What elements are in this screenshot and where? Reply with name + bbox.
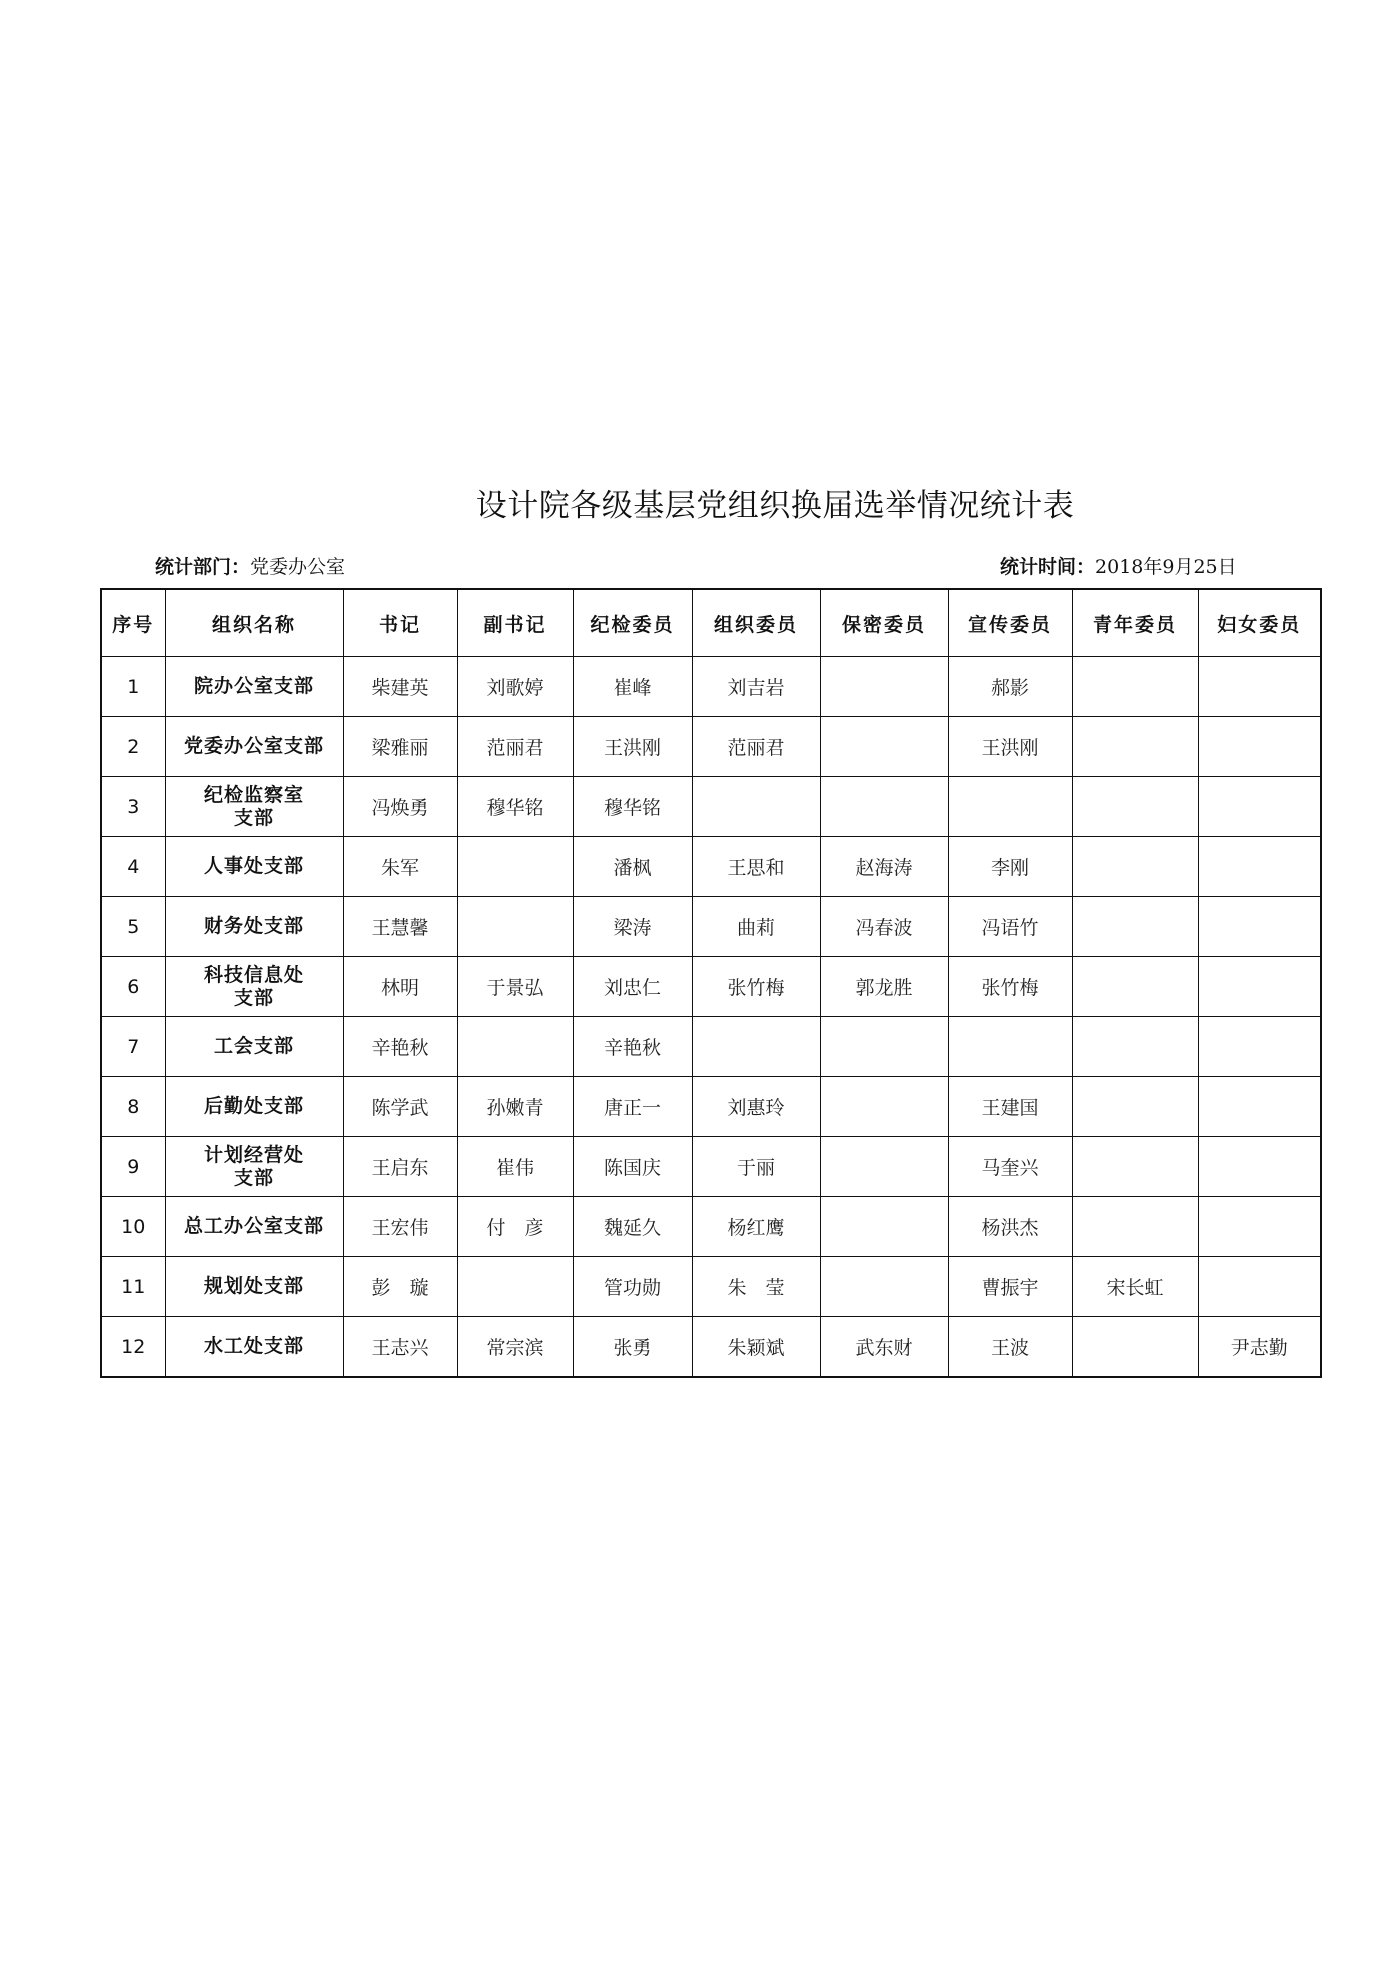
cell-organization: 计划经营处 支部	[165, 1137, 343, 1197]
cell-organization: 人事处支部	[165, 837, 343, 897]
cell-secretary: 彭 璇	[343, 1257, 457, 1317]
cell-women-member	[1198, 1197, 1321, 1257]
cell-women-member	[1198, 837, 1321, 897]
cell-confidentiality-member	[820, 657, 948, 717]
cell-confidentiality-member	[820, 717, 948, 777]
table-row	[101, 1137, 1321, 1197]
cell-secretary: 冯焕勇	[343, 777, 457, 837]
cell-discipline-member: 崔峰	[573, 657, 692, 717]
cell-deputy-secretary: 刘歌婷	[457, 657, 573, 717]
cell-organization: 党委办公室支部	[165, 717, 343, 777]
cell-organization-member: 张竹梅	[692, 957, 820, 1017]
cell-youth-member	[1072, 717, 1198, 777]
cell-confidentiality-member: 武东财	[820, 1317, 948, 1378]
cell-organization: 院办公室支部	[165, 657, 343, 717]
cell-publicity-member: 杨洪杰	[948, 1197, 1072, 1257]
cell-confidentiality-member	[820, 1077, 948, 1137]
cell-organization: 规划处支部	[165, 1257, 343, 1317]
table-row	[101, 777, 1321, 837]
table-body	[101, 657, 1321, 1378]
cell-index: 8	[101, 1077, 165, 1137]
col-header-deputy-secretary: 副书记	[457, 589, 573, 657]
cell-discipline-member: 辛艳秋	[573, 1017, 692, 1077]
cell-index: 11	[101, 1257, 165, 1317]
cell-publicity-member: 王波	[948, 1317, 1072, 1378]
date-label: 统计时间：	[1000, 556, 1096, 578]
cell-women-member	[1198, 1257, 1321, 1317]
cell-publicity-member: 张竹梅	[948, 957, 1072, 1017]
cell-discipline-member: 管功勋	[573, 1257, 692, 1317]
col-header-confidentiality-member: 保密委员	[820, 589, 948, 657]
department-value: 党委办公室	[250, 556, 346, 578]
cell-organization: 后勤处支部	[165, 1077, 343, 1137]
cell-secretary: 辛艳秋	[343, 1017, 457, 1077]
cell-organization-member: 王思和	[692, 837, 820, 897]
table-row	[101, 1317, 1321, 1378]
cell-organization-member	[692, 1017, 820, 1077]
cell-discipline-member: 潘枫	[573, 837, 692, 897]
cell-deputy-secretary: 常宗滨	[457, 1317, 573, 1378]
department-line	[155, 552, 345, 579]
cell-index: 10	[101, 1197, 165, 1257]
cell-publicity-member: 曹振宇	[948, 1257, 1072, 1317]
cell-confidentiality-member	[820, 1257, 948, 1317]
cell-organization-member: 曲莉	[692, 897, 820, 957]
cell-organization: 水工处支部	[165, 1317, 343, 1378]
cell-deputy-secretary: 范丽君	[457, 717, 573, 777]
col-header-organization-member: 组织委员	[692, 589, 820, 657]
cell-publicity-member: 冯语竹	[948, 897, 1072, 957]
cell-confidentiality-member: 冯春波	[820, 897, 948, 957]
cell-women-member	[1198, 657, 1321, 717]
cell-confidentiality-member	[820, 777, 948, 837]
cell-discipline-member: 唐正一	[573, 1077, 692, 1137]
cell-confidentiality-member: 赵海涛	[820, 837, 948, 897]
cell-discipline-member: 穆华铭	[573, 777, 692, 837]
cell-secretary: 王志兴	[343, 1317, 457, 1378]
col-header-publicity-member: 宣传委员	[948, 589, 1072, 657]
cell-organization: 纪检监察室 支部	[165, 777, 343, 837]
cell-youth-member	[1072, 1137, 1198, 1197]
table-row	[101, 837, 1321, 897]
election-roster-table	[100, 588, 1322, 1378]
table-row	[101, 1257, 1321, 1317]
cell-deputy-secretary: 付 彦	[457, 1197, 573, 1257]
cell-confidentiality-member	[820, 1017, 948, 1077]
cell-women-member	[1198, 1077, 1321, 1137]
cell-index: 1	[101, 657, 165, 717]
cell-secretary: 朱军	[343, 837, 457, 897]
cell-organization: 总工办公室支部	[165, 1197, 343, 1257]
cell-women-member	[1198, 777, 1321, 837]
table-row	[101, 717, 1321, 777]
cell-organization-member: 于丽	[692, 1137, 820, 1197]
date-value: 2018年9月25日	[1095, 556, 1237, 578]
cell-secretary: 林明	[343, 957, 457, 1017]
cell-secretary: 陈学武	[343, 1077, 457, 1137]
cell-publicity-member: 李刚	[948, 837, 1072, 897]
cell-index: 2	[101, 717, 165, 777]
cell-deputy-secretary	[457, 837, 573, 897]
cell-discipline-member: 刘忠仁	[573, 957, 692, 1017]
date-line	[1000, 552, 1237, 579]
cell-women-member	[1198, 1137, 1321, 1197]
col-header-youth-member: 青年委员	[1072, 589, 1198, 657]
cell-confidentiality-member	[820, 1197, 948, 1257]
cell-index: 5	[101, 897, 165, 957]
cell-organization-member: 朱颖斌	[692, 1317, 820, 1378]
cell-youth-member	[1072, 1317, 1198, 1378]
col-header-secretary: 书记	[343, 589, 457, 657]
cell-publicity-member: 王洪刚	[948, 717, 1072, 777]
cell-discipline-member: 魏延久	[573, 1197, 692, 1257]
cell-index: 3	[101, 777, 165, 837]
cell-index: 6	[101, 957, 165, 1017]
cell-confidentiality-member	[820, 1137, 948, 1197]
cell-publicity-member	[948, 1017, 1072, 1077]
cell-women-member	[1198, 897, 1321, 957]
cell-organization-member: 杨红鹰	[692, 1197, 820, 1257]
cell-publicity-member: 马奎兴	[948, 1137, 1072, 1197]
cell-deputy-secretary	[457, 1017, 573, 1077]
cell-secretary: 柴建英	[343, 657, 457, 717]
table-row	[101, 1077, 1321, 1137]
cell-organization-member: 刘吉岩	[692, 657, 820, 717]
cell-youth-member	[1072, 897, 1198, 957]
cell-index: 12	[101, 1317, 165, 1378]
cell-index: 7	[101, 1017, 165, 1077]
cell-publicity-member: 郝影	[948, 657, 1072, 717]
department-label: 统计部门：	[155, 556, 251, 578]
cell-deputy-secretary: 穆华铭	[457, 777, 573, 837]
cell-organization: 科技信息处 支部	[165, 957, 343, 1017]
table-row	[101, 957, 1321, 1017]
table-row	[101, 897, 1321, 957]
table-row	[101, 657, 1321, 717]
cell-youth-member	[1072, 1197, 1198, 1257]
cell-women-member	[1198, 1017, 1321, 1077]
cell-youth-member	[1072, 957, 1198, 1017]
cell-discipline-member: 张勇	[573, 1317, 692, 1378]
cell-youth-member	[1072, 1017, 1198, 1077]
cell-deputy-secretary: 于景弘	[457, 957, 573, 1017]
cell-organization-member: 范丽君	[692, 717, 820, 777]
table-row	[101, 1017, 1321, 1077]
cell-organization-member: 朱 莹	[692, 1257, 820, 1317]
cell-secretary: 王宏伟	[343, 1197, 457, 1257]
cell-secretary: 王慧馨	[343, 897, 457, 957]
cell-women-member	[1198, 957, 1321, 1017]
page-title: 设计院各级基层党组织换届选举情况统计表	[475, 488, 1075, 524]
col-header-index: 序号	[101, 589, 165, 657]
cell-youth-member: 宋长虹	[1072, 1257, 1198, 1317]
col-header-discipline-member: 纪检委员	[573, 589, 692, 657]
table-row	[101, 1197, 1321, 1257]
cell-discipline-member: 王洪刚	[573, 717, 692, 777]
cell-women-member	[1198, 717, 1321, 777]
cell-women-member: 尹志勤	[1198, 1317, 1321, 1378]
cell-index: 4	[101, 837, 165, 897]
cell-deputy-secretary: 崔伟	[457, 1137, 573, 1197]
col-header-organization: 组织名称	[165, 589, 343, 657]
cell-publicity-member	[948, 777, 1072, 837]
cell-organization-member: 刘惠玲	[692, 1077, 820, 1137]
cell-youth-member	[1072, 777, 1198, 837]
cell-discipline-member: 梁涛	[573, 897, 692, 957]
cell-secretary: 梁雅丽	[343, 717, 457, 777]
cell-youth-member	[1072, 837, 1198, 897]
cell-organization-member	[692, 777, 820, 837]
table-header-row	[101, 589, 1321, 657]
cell-deputy-secretary	[457, 897, 573, 957]
cell-organization: 工会支部	[165, 1017, 343, 1077]
cell-confidentiality-member: 郭龙胜	[820, 957, 948, 1017]
cell-organization: 财务处支部	[165, 897, 343, 957]
cell-index: 9	[101, 1137, 165, 1197]
cell-youth-member	[1072, 657, 1198, 717]
cell-deputy-secretary: 孙嫩青	[457, 1077, 573, 1137]
cell-discipline-member: 陈国庆	[573, 1137, 692, 1197]
cell-publicity-member: 王建国	[948, 1077, 1072, 1137]
cell-deputy-secretary	[457, 1257, 573, 1317]
cell-secretary: 王启东	[343, 1137, 457, 1197]
cell-youth-member	[1072, 1077, 1198, 1137]
col-header-women-member: 妇女委员	[1198, 589, 1321, 657]
